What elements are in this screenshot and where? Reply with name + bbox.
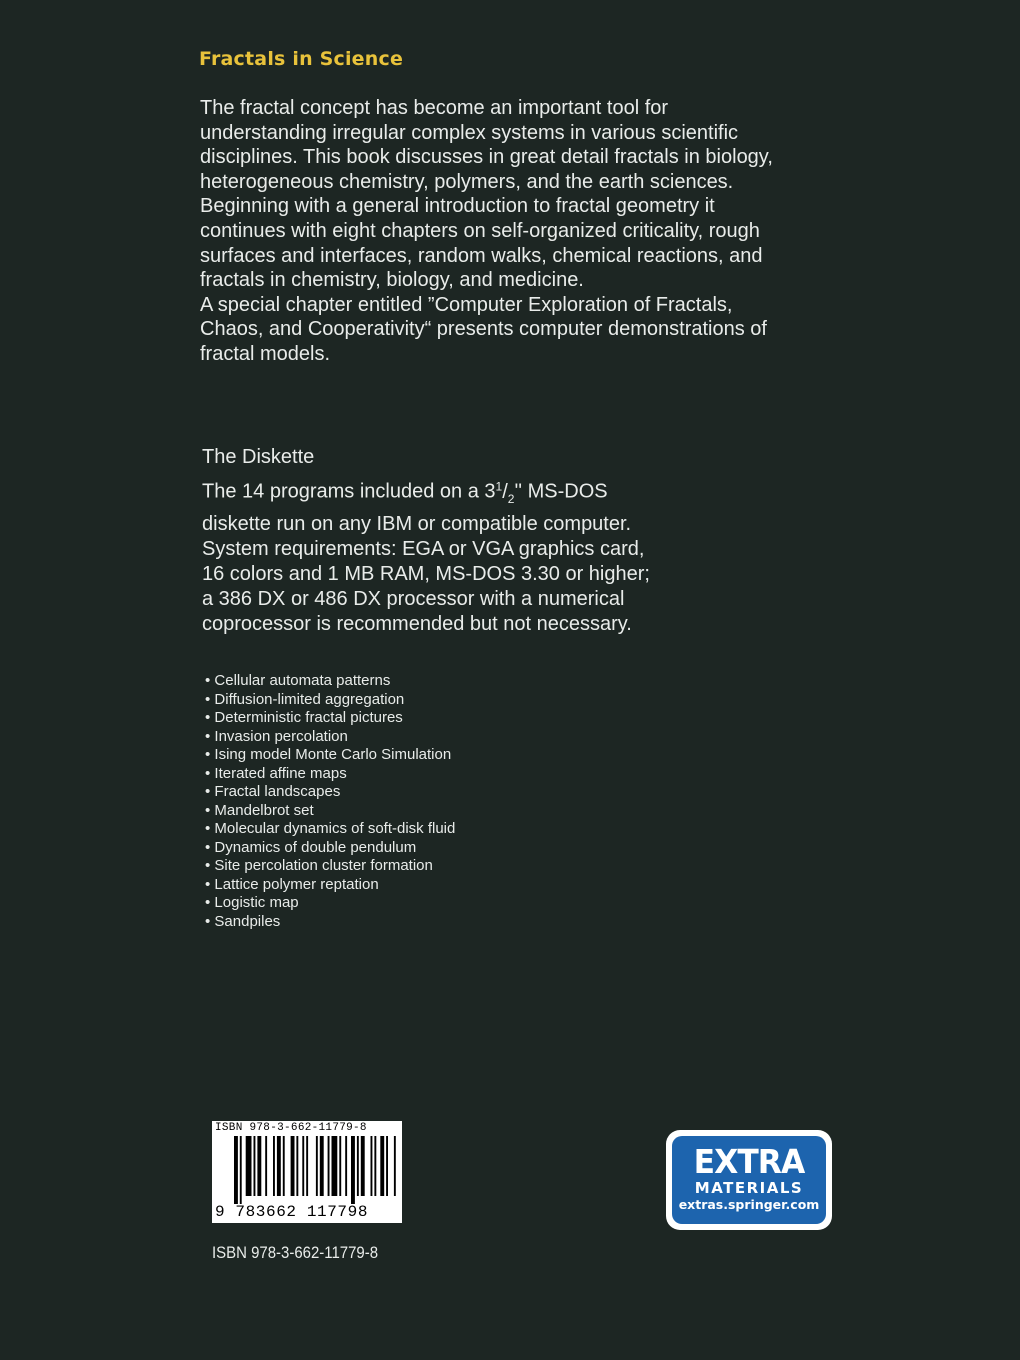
barcode-bar: [302, 1136, 304, 1196]
barcode-digits: 9 783662 117798: [215, 1203, 369, 1221]
barcode-bar: [374, 1136, 376, 1196]
barcode-bar: [246, 1136, 252, 1196]
barcode-bar: [361, 1136, 365, 1196]
description-paragraph: Beginning with a general introduction to fractal geometry it continues with eight chapters on self-organized criticality, rough surfaces and interfaces, random walks, chemical reactions, and fractals in chemistry, biology, and medicine.: [200, 195, 763, 292]
list-item: • Deterministic fractal pictures: [205, 709, 455, 728]
diskette-heading: The Diskette: [202, 446, 315, 468]
badge-url: extras.springer.com: [678, 1197, 820, 1212]
list-item: • Iterated affine maps: [205, 765, 455, 784]
isbn-text: ISBN 978-3-662-11779-8: [212, 1243, 379, 1262]
barcode-bar: [332, 1136, 338, 1196]
barcode-bar: [328, 1136, 330, 1196]
barcode-bar: [316, 1136, 318, 1196]
list-item: • Ising model Monte Carlo Simulation: [205, 746, 455, 765]
description-paragraph: The fractal concept has become an important tool for understanding irregular complex systems in various scientific disciplines. This book discusses in great detail fractals in biology, heterogeneous chemistry, polymers, and the earth sciences.: [200, 97, 773, 193]
fraction-denominator: 2: [507, 491, 515, 506]
badge-materials: MATERIALS: [694, 1179, 804, 1197]
barcode-bar: [240, 1136, 242, 1204]
list-item: • Mandelbrot set: [205, 802, 455, 821]
barcode-bar: [380, 1136, 384, 1196]
book-title: Fractals in Science: [199, 48, 404, 70]
list-item: • Sandpiles: [205, 913, 455, 932]
barcode-bar: [273, 1136, 275, 1196]
list-item: • Invasion percolation: [205, 728, 455, 747]
badge-extra: EXTRA: [693, 1142, 805, 1181]
barcode-bar: [257, 1136, 261, 1196]
barcode-bar: [351, 1136, 355, 1204]
barcode-bar: [371, 1136, 373, 1196]
barcode-bar: [277, 1136, 281, 1196]
barcode-bar: [306, 1136, 308, 1196]
list-item: • Cellular automata patterns: [205, 672, 455, 691]
fraction-half: $^1/_2$: [495, 479, 515, 506]
barcode-bar: [291, 1136, 295, 1196]
barcode-bar: [394, 1136, 396, 1196]
barcode-bar: [296, 1136, 298, 1196]
fraction-numerator: 1: [495, 479, 503, 493]
barcode-bar: [386, 1136, 388, 1196]
list-item: • Site percolation cluster formation: [205, 857, 455, 876]
list-item: • Fractal landscapes: [205, 783, 455, 802]
description: [200, 96, 780, 367]
barcode-bar: [357, 1136, 359, 1196]
program-list: [205, 672, 455, 931]
barcode-bars: [212, 1136, 402, 1204]
barcode-bar: [265, 1136, 267, 1196]
diskette-text-end: '' MS-DOS diskette run on any IBM or compatible computer. System requirements: EGA or VGA graphics card, 16 colors and 1 MB RAM, MS-DOS 3.30 or higher; a 386 DX or 486 DX processor with a numerical coprocessor is recommended but not necessary.: [202, 480, 650, 635]
barcode-bar: [254, 1136, 256, 1196]
description-paragraph: A special chapter entitled ”Computer Exploration of Fractals, Chaos, and Cooperativity“ presents computer demonstrations of fractal models.: [200, 293, 767, 365]
list-item: • Molecular dynamics of soft-disk fluid: [205, 820, 455, 839]
barcode-bar: [283, 1136, 285, 1196]
barcode: [212, 1121, 402, 1223]
barcode-isbn-text: ISBN 978-3-662-11779-8: [215, 1122, 367, 1134]
barcode-bar: [234, 1136, 238, 1204]
barcode-bar: [320, 1136, 324, 1196]
extra-materials-badge[interactable]: [666, 1130, 832, 1230]
barcode-bar: [345, 1136, 347, 1196]
diskette-text: [202, 474, 662, 637]
diskette-text-start: The 14 programs included on a 3: [202, 480, 496, 503]
list-item: • Logistic map: [205, 894, 455, 913]
diskette-section: [202, 445, 662, 637]
list-item: • Diffusion-limited aggregation: [205, 691, 455, 710]
list-item: • Lattice polymer reptation: [205, 876, 455, 895]
list-item: • Dynamics of double pendulum: [205, 839, 455, 858]
barcode-bar: [339, 1136, 341, 1196]
badge-inner: [672, 1136, 826, 1224]
